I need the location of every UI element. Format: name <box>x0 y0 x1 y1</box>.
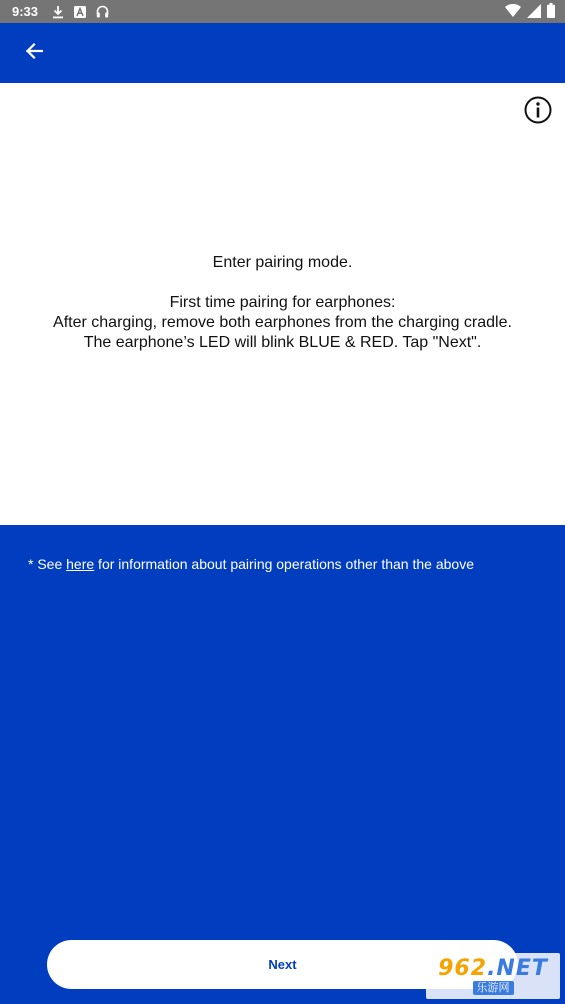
instruction-panel <box>0 83 565 525</box>
signal-icon <box>527 4 541 18</box>
info-circle-icon <box>523 112 553 129</box>
arrow-left-icon <box>25 42 43 65</box>
status-bar <box>0 0 565 23</box>
note-suffix: for information about pairing operations other than the above <box>94 556 474 572</box>
here-link[interactable]: here <box>66 556 95 572</box>
status-icons-right <box>505 3 555 18</box>
next-button[interactable]: Next <box>47 940 518 989</box>
pairing-instructions <box>0 253 565 353</box>
battery-icon <box>547 3 555 18</box>
wifi-icon <box>505 4 521 18</box>
instruction-step-2: The earphone’s LED will blink BLUE & RED. Tap "Next". <box>83 334 482 351</box>
headset-icon <box>96 5 109 18</box>
watermark-bottom: 乐游网 <box>473 981 514 995</box>
info-button[interactable] <box>523 95 553 125</box>
app-bar <box>0 23 565 83</box>
a-badge-icon <box>74 6 86 18</box>
instruction-subtitle: First time pairing for earphones: <box>169 294 396 311</box>
watermark-top: 962.NET <box>438 956 548 981</box>
instruction-step-1: After charging, remove both earphones from the charging cradle. <box>53 314 512 331</box>
instruction-title: Enter pairing mode. <box>212 254 353 271</box>
status-time: 9:33 <box>12 4 39 19</box>
status-icons-left <box>52 5 109 19</box>
back-button[interactable] <box>18 37 50 69</box>
watermark-logo <box>426 953 560 999</box>
note-prefix: * See <box>28 556 67 572</box>
download-icon <box>52 5 64 19</box>
pairing-note <box>28 554 548 574</box>
